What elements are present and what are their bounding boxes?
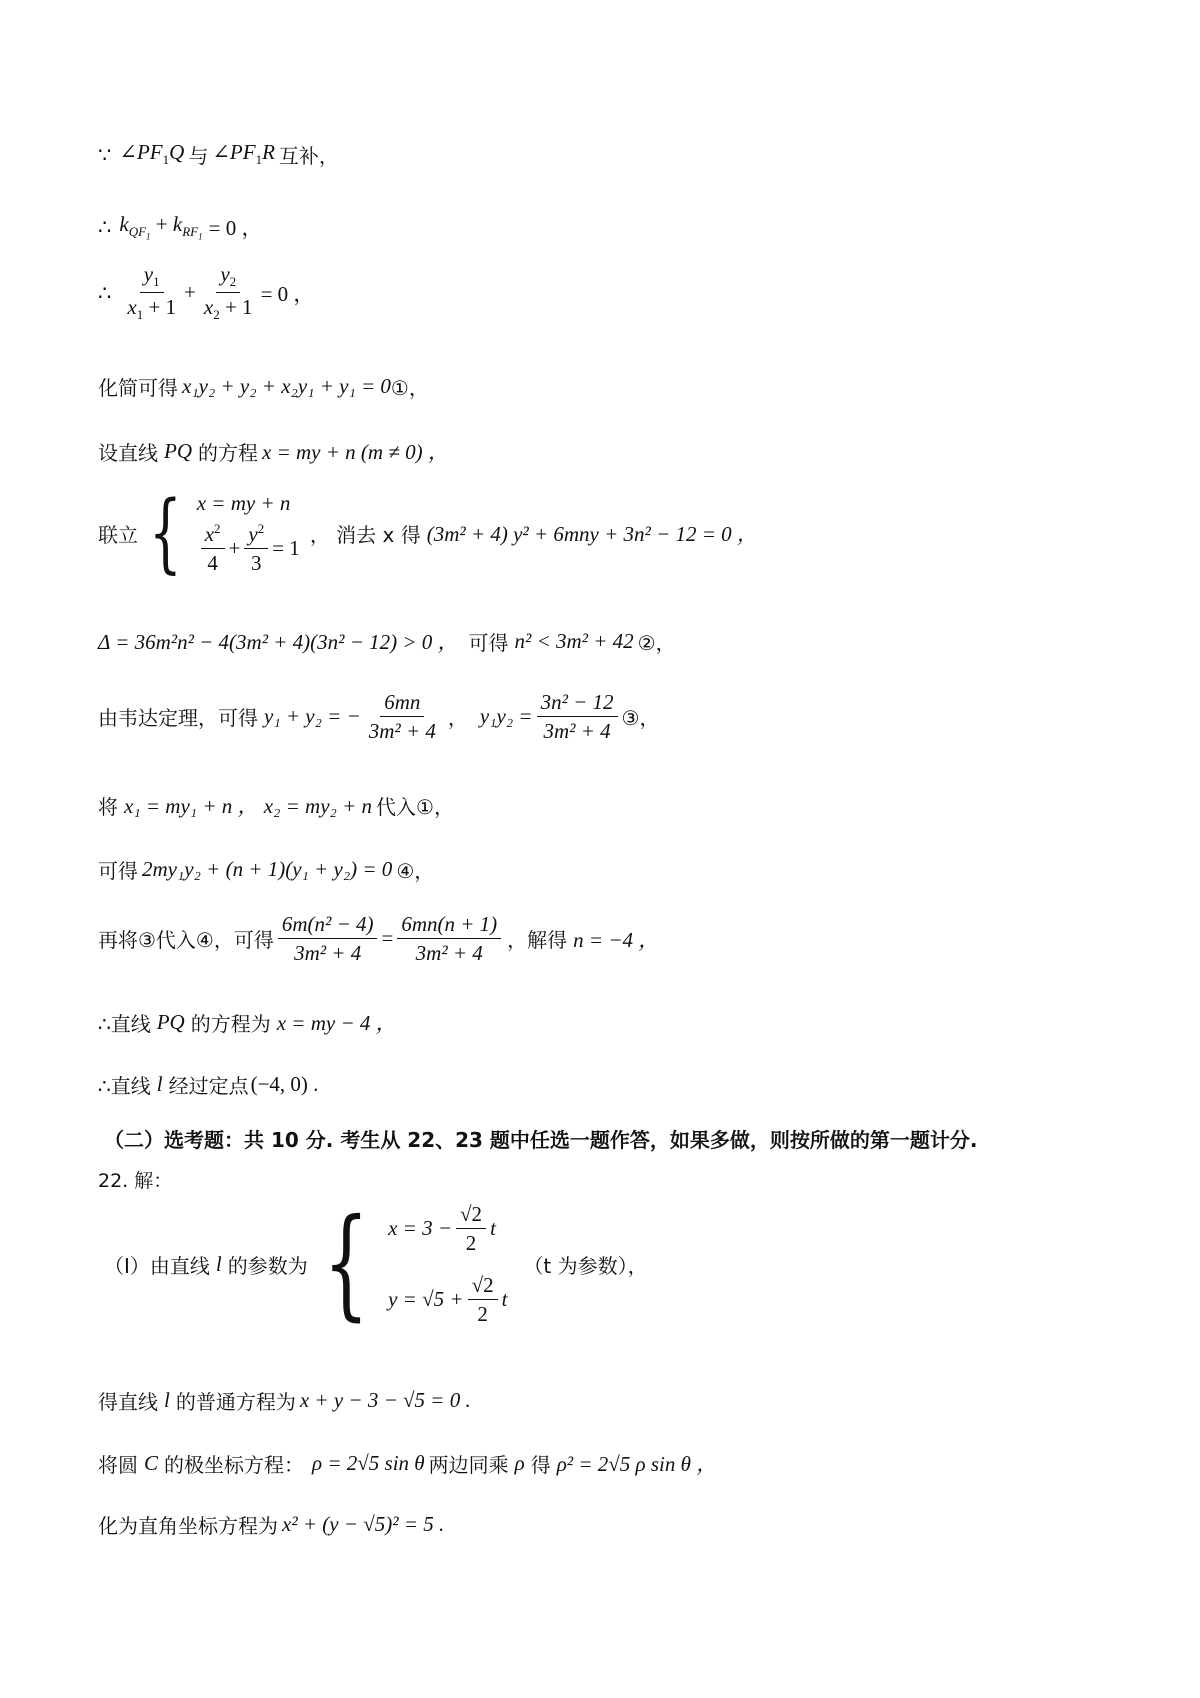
line-pq: PQ xyxy=(156,1009,185,1034)
line-8-sep: ， xyxy=(447,706,468,731)
because-symbol: ∵ xyxy=(98,142,112,167)
system-row-2-rhs: = 1 xyxy=(272,536,300,560)
line-18 xyxy=(98,1448,717,1478)
line-9-text: 将 xyxy=(98,794,118,819)
line-17-text2: 的普通方程为 xyxy=(175,1390,296,1414)
line-3-rhs: = 0 ， xyxy=(260,281,315,306)
line-11-text2: ，解得 xyxy=(507,928,568,953)
line-17 xyxy=(98,1386,471,1415)
line-6-eq: (3m² + 4) y² + 6mny + 3n² − 12 = 0 ， xyxy=(426,522,758,546)
line-4-eq: x₁y₂ + y₂ + x₂y₁ + y₁ = 0 xyxy=(182,374,391,398)
line-18-text3: 两边同乘 xyxy=(428,1452,509,1477)
line-8 xyxy=(98,690,659,743)
system-row-1: x = my + n xyxy=(196,490,291,515)
line-l: l xyxy=(215,1251,222,1276)
problem-22-label xyxy=(98,1166,172,1193)
fixed-point: (−4, 0) . xyxy=(250,1072,319,1096)
angle-pf1r: $\angle PF_1R$ xyxy=(212,140,275,168)
line-5-eq: x = my + n (m ≠ 0) ， xyxy=(262,440,449,464)
fraction-y1: $\frac{y_1}{x_1 + 1}$ xyxy=(127,262,177,323)
fraction-vieta-product: $\frac{\text{3n² − 12}}{\text{3m² + 4}}$ xyxy=(537,690,618,743)
line-8-text: 由韦达定理，可得 xyxy=(98,706,258,731)
line-pq: PQ xyxy=(164,438,192,463)
line-13 xyxy=(98,1070,318,1099)
line-2-rhs: = 0 ， xyxy=(208,216,263,240)
fraction-sub-right: $\frac{6mn(n + 1)}{\text{3m² + 4}}$ xyxy=(397,912,501,965)
slope-sum: $k_{QF_1} + k_{RF_1}$ xyxy=(119,212,203,242)
line-18-eq: ρ = 2√5 sin θ xyxy=(312,1450,425,1475)
circled-2: ②， xyxy=(637,630,676,655)
line-5-text2: 的方程 xyxy=(198,440,258,465)
discriminant-eq: Δ = 36m²n² − 4(3m² + 4)(3n² − 12) > 0 ， xyxy=(98,630,459,654)
line-l: l xyxy=(156,1072,163,1096)
angle-pf1q: $\angle PF_1Q$ xyxy=(119,140,185,168)
system-row-2: $\frac{x^2}{4}$ + $\frac{y^2}{3}$ = 1 xyxy=(197,522,300,575)
line-10-eq: 2my₁y₂ + (n + 1)(y₁ + y₂) = 0 xyxy=(142,857,393,881)
line-17-text: 得直线 xyxy=(98,1390,158,1414)
circled-1: ①， xyxy=(390,376,429,400)
line-18-rho: ρ xyxy=(514,1450,525,1475)
line-18-text2: 的极坐标方程： xyxy=(164,1452,305,1477)
line-13-text2: 经过定点 xyxy=(168,1074,249,1098)
problem-22-text: 22. 解： xyxy=(98,1170,173,1192)
line-8-lhs2: y₁y₂ = xyxy=(479,704,533,729)
line-19 xyxy=(98,1510,444,1539)
line-18-text: 将圆 xyxy=(98,1452,138,1477)
line-5-text: 设直线 xyxy=(98,440,158,465)
line-18-eq2: ρ² = 2√5 ρ sin θ ， xyxy=(556,1452,718,1476)
line-1-text: 与 xyxy=(188,144,209,168)
line-7-text: 可得 xyxy=(468,630,509,655)
line-8-lhs1: y₁ + y₂ = − xyxy=(264,704,361,729)
line-19-eq: x² + (y − √5)² = 5 . xyxy=(282,1512,445,1536)
line-1 xyxy=(98,140,339,169)
section-header xyxy=(104,1124,978,1153)
line-11-eqsign: = xyxy=(381,926,394,951)
circle-c: C xyxy=(144,1450,159,1475)
circled-3: ③， xyxy=(621,706,660,731)
line-9 xyxy=(98,790,454,820)
section-header-text: （二）选考题：共 10 分. 考生从 22、23 题中任选一题作答，如果多做，则按所做的第一题计分. xyxy=(104,1128,978,1152)
fraction-sub-left: $\frac{\text{6m(n² − 4)}}{\text{3m² + 4}}$ xyxy=(278,912,378,965)
line-12-text2: 的方程为 xyxy=(190,1011,271,1036)
parametric-system xyxy=(388,1202,507,1327)
circled-4: ④， xyxy=(396,859,435,883)
line-10-text: 可得 xyxy=(98,859,138,883)
line-17-eq: x + y − 3 − √5 = 0 . xyxy=(299,1388,471,1412)
line-16 xyxy=(104,1194,648,1334)
line-6-text: 联立 xyxy=(98,522,138,547)
line-16-tail: （t 为参数）， xyxy=(523,1253,648,1278)
left-brace: { xyxy=(323,1194,369,1334)
fraction-y2: $\frac{y_2}{x_2 + 1}$ xyxy=(203,262,253,323)
line-12 xyxy=(98,1007,397,1037)
line-16-text2: 的参数为 xyxy=(227,1253,308,1278)
line-9-text2: 代入①， xyxy=(376,794,454,819)
therefore-symbol: ∴ xyxy=(98,215,112,239)
line-2 xyxy=(98,212,262,242)
line-9-eq: x₁ = my₁ + n ， x₂ = my₂ + n xyxy=(124,794,373,818)
line-7 xyxy=(98,626,676,656)
therefore-symbol: ∴ xyxy=(98,280,112,305)
line-3: ∴ $\frac{y_1}{x_1 + 1}$ + $\frac{y_2}{x_2 + 1}$ = 0 ， xyxy=(98,262,315,323)
line-7-eq2: n² < 3m² + 42 xyxy=(514,628,634,653)
line-13-text: ∴直线 xyxy=(98,1074,151,1098)
line-6-mid: ， 消去 x 得 xyxy=(309,522,421,547)
line-4-text: 化简可得 xyxy=(98,376,178,400)
left-brace: { xyxy=(148,483,182,583)
fraction-vieta-sum: $\frac{6mn}{\text{3m² + 4}}$ xyxy=(368,690,436,744)
line-1-tail: 互补， xyxy=(278,144,339,168)
line-12-eq: x = my − 4 ， xyxy=(276,1011,397,1035)
param-row-y: y = √5 + $\frac{√2}{2}$ t xyxy=(388,1273,508,1327)
line-6 xyxy=(98,483,758,583)
line-5 xyxy=(98,436,449,466)
line-16-text: （Ⅰ）由直线 xyxy=(104,1253,210,1278)
line-11-eq: n = −4 ， xyxy=(573,927,660,952)
line-l: l xyxy=(164,1388,170,1412)
line-12-text: ∴直线 xyxy=(98,1011,151,1036)
line-11 xyxy=(98,912,659,965)
param-row-x: x = 3 − $\frac{√2}{2}$ t xyxy=(388,1202,496,1256)
equation-system xyxy=(197,491,300,575)
line-4 xyxy=(98,372,429,401)
line-10 xyxy=(98,855,434,884)
line-11-text: 再将③代入④，可得 xyxy=(98,928,274,953)
line-18-text4: 得 xyxy=(530,1452,551,1477)
line-19-text: 化为直角坐标方程为 xyxy=(98,1514,278,1538)
